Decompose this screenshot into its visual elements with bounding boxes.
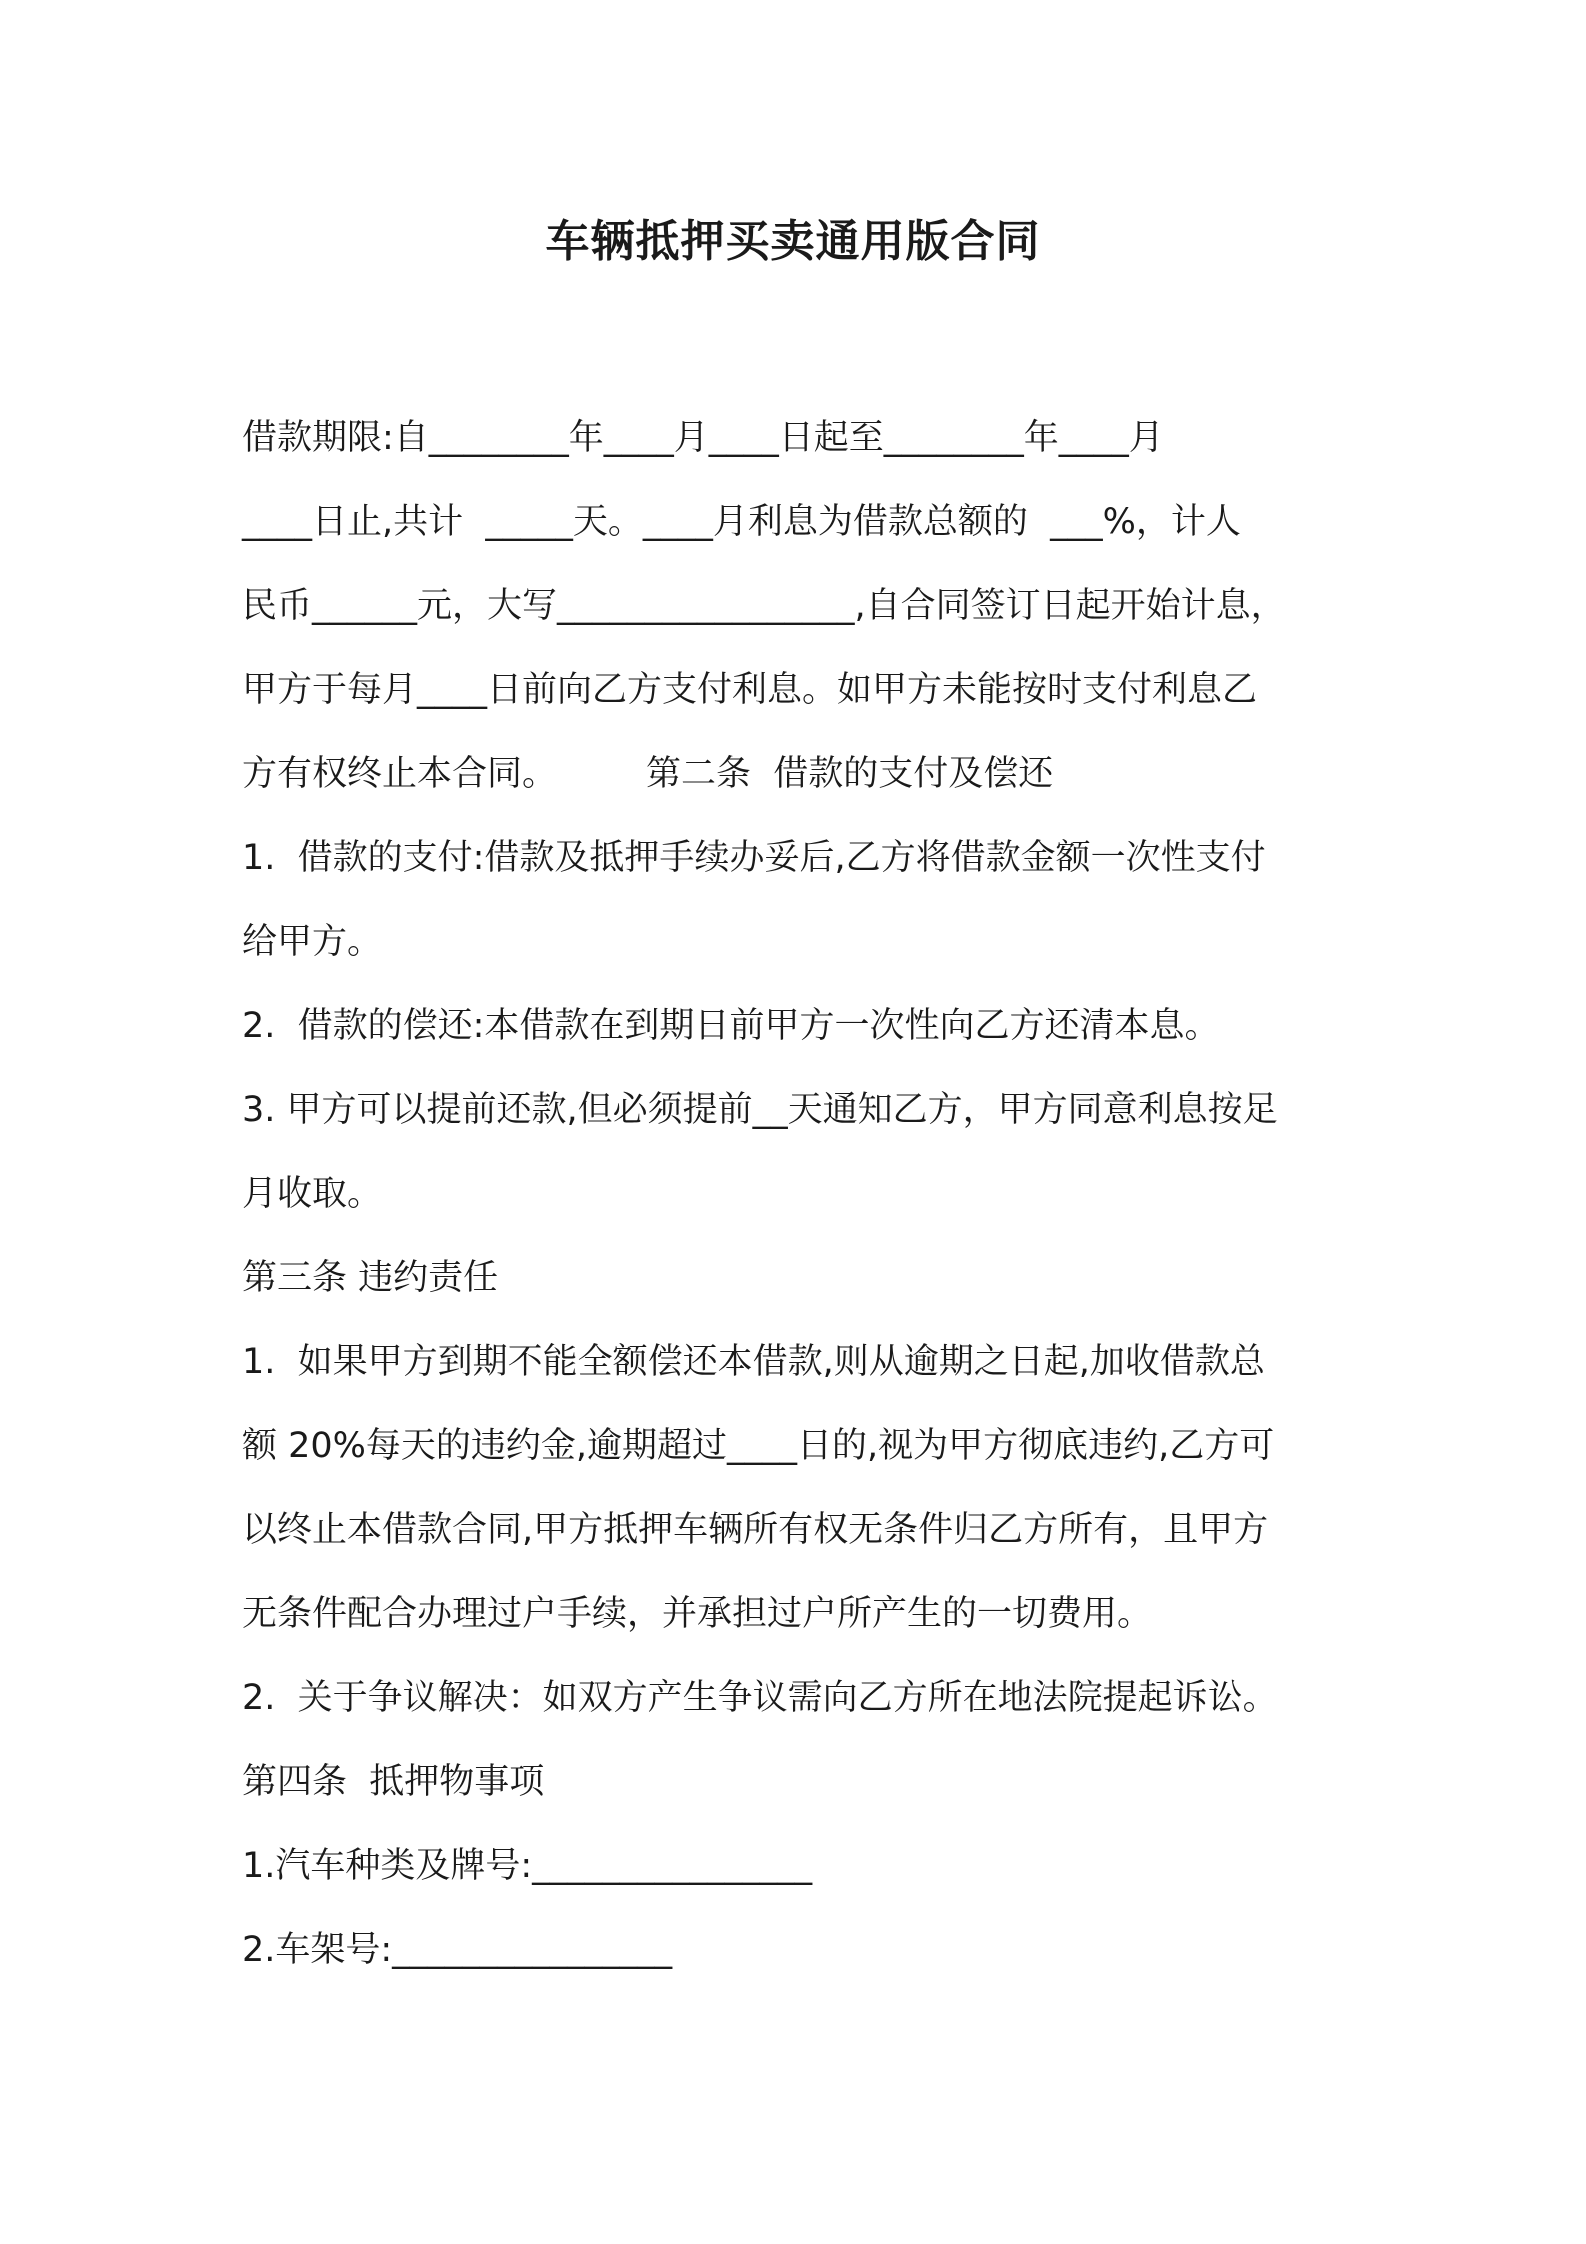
document-title: 车辆抵押买卖通用版合同 [545,216,1041,267]
text-line: 方有权终止本合同。 第二条 借款的支付及偿还 [242,754,1054,794]
text-line: 额 20%每天的违约金,逾期超过____日的,视为甲方彻底违约,乙方可 [242,1426,1275,1466]
text-line: 2. 借款的偿还:本借款在到期日前甲方一次性向乙方还清本息。 [242,1006,1220,1046]
text-line: 1.汽车种类及牌号:________________ [242,1846,813,1886]
document-body [242,408,1362,2004]
text-line: 1. 如果甲方到期不能全额偿还本借款,则从逾期之日起,加收借款总 [242,1342,1265,1382]
text-line: 以终止本借款合同,甲方抵押车辆所有权无条件归乙方所有，且甲方 [242,1510,1269,1550]
text-line: 无条件配合办理过户手续，并承担过户所产生的一切费用。 [242,1594,1153,1634]
section-heading: 第四条 抵押物事项 [242,1762,545,1802]
text-line: 给甲方。 [242,922,383,962]
text-line: ____日止,共计 _____天。____月利息为借款总额的 ___%，计人 [242,502,1241,542]
text-line: 月收取。 [242,1174,383,1214]
text-line: 甲方于每月____日前向乙方支付利息。如甲方未能按时支付利息乙 [242,670,1258,710]
section-heading: 第三条 违约责任 [242,1258,499,1298]
text-line: 3. 甲方可以提前还款,但必须提前__天通知乙方，甲方同意利息按足 [242,1090,1278,1130]
text-line: 2. 关于争议解决：如双方产生争议需向乙方所在地法院提起诉讼。 [242,1678,1278,1718]
text-line: 民币______元，大写_________________,自合同签订日起开始计息， [242,586,1286,626]
text-line: 借款期限:自________年____月____日起至________年____月 [242,418,1164,458]
text-line: 1. 借款的支付:借款及抵押手续办妥后,乙方将借款金额一次性支付 [242,838,1266,878]
text-line: 2.车架号:________________ [242,1930,673,1970]
